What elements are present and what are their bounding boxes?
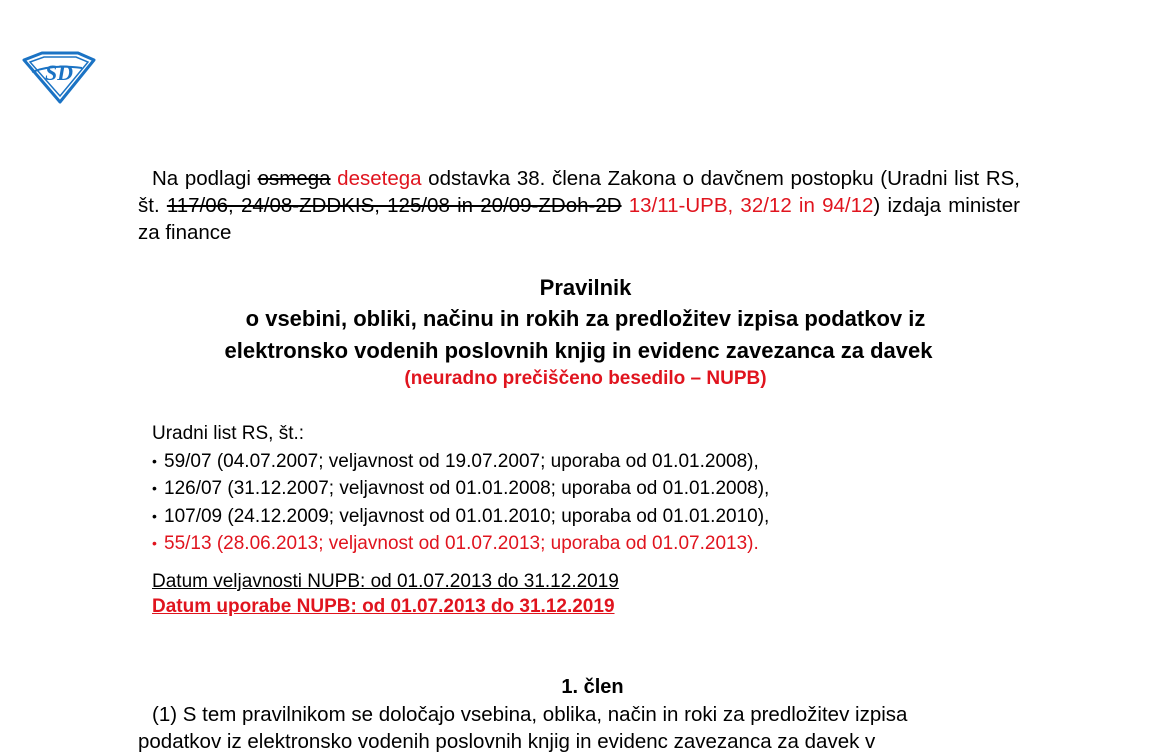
gazette-heading: Uradni list RS, št.: [152, 423, 305, 444]
document-title [0, 273, 1157, 391]
bullet-icon: • [152, 452, 157, 469]
gazette-list [152, 420, 769, 558]
gazette-item-amended: • 55/13 (28.06.2013; veljavnost od 01.07.2013; uporaba od 01.07.2013). [152, 530, 769, 558]
bullet-icon: • [152, 507, 157, 524]
bullet-icon: • [152, 480, 157, 496]
validity-date: Datum veljavnosti NUPB: od 01.07.2013 do 31.12.2019 [152, 571, 619, 592]
gazette-item: • 126/07 (31.12.2007; veljavnost od 01.01.2008; uporaba od 01.01.2008), [152, 475, 769, 503]
title-line-1: Pravilnik [539, 275, 632, 300]
preamble-text: Na podlagi [152, 167, 258, 190]
amended-text: desetega [337, 167, 422, 190]
deleted-text: osmega [257, 167, 331, 190]
nupb-dates [152, 569, 619, 619]
article-body [138, 701, 1020, 755]
article-line: podatkov iz elektronsko vodenih poslovnih knjig in evidenc zavezanca za davek v [138, 730, 876, 753]
title-line-2: o vsebini, obliki, načinu in rokih za predložitev izpisa podatkov iz [245, 306, 926, 331]
application-date: Datum uporabe NUPB: od 01.07.2013 do 31.12.2019 [152, 596, 615, 617]
title-line-3: elektronsko vodenih poslovnih knjig in evidenc zavezanca za davek [224, 338, 933, 363]
bullet-icon: • [152, 535, 157, 551]
gazette-item: • 107/09 (24.12.2009; veljavnost od 01.01.2010; uporaba od 01.01.2010), [152, 503, 769, 531]
title-subtitle: (neuradno prečiščeno besedilo – NUPB) [404, 368, 767, 389]
amended-text: 13/11-UPB, 32/12 in 94/12 [628, 194, 874, 217]
article-line: (1) S tem pravilnikom se določajo vsebina, oblika, način in roki za predložitev izpisa [152, 703, 908, 726]
article-heading: 1. člen [561, 676, 624, 698]
svg-text:SD: SD [44, 60, 74, 85]
gazette-item: • 59/07 (04.07.2007; veljavnost od 19.07.2007; uporaba od 01.01.2008), [152, 448, 769, 476]
preamble-paragraph: Na podlagi osmega desetega odstavka 38. člena Zakona o davčnem postopku (Uradni list RS, št. 117/06, 24/08-ZDDKIS, 125/08 in 20/09-ZDoh-2D 13/11-UPB, 32/12 in 94/12) izdaja minister za finance [138, 167, 1020, 244]
deleted-text: 117/06, 24/08-ZDDKIS, 125/08 in 20/09-ZDoh-2D [166, 194, 622, 217]
sd-shield-logo-icon [22, 50, 96, 104]
